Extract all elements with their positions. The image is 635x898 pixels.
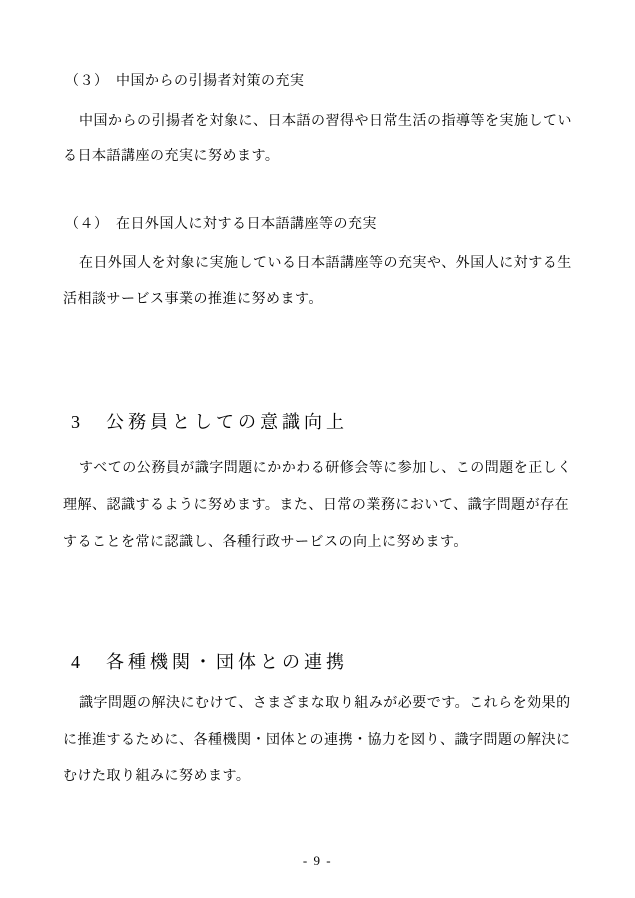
subsection-4-heading: （４） 在日外国人に対する日本語講座等の充実 [65, 217, 377, 232]
page-number: - 9 - [302, 853, 333, 868]
section-3-heading: 3 公務員としての意識向上 [71, 412, 348, 432]
subsection-4-paragraph-line-2: 活相談サービス事業の推進に努めます。 [63, 292, 323, 307]
subsection-3-heading: （３） 中国からの引揚者対策の充実 [65, 74, 305, 89]
section-3-paragraph-line-1: すべての公務員が識字問題にかかわる研修会等に参加し、この問題を正しく [79, 461, 572, 476]
subsection-3-paragraph-line-2: る日本語講座の充実に努めます。 [63, 149, 280, 164]
section-4-heading: 4 各種機関・団体との連携 [71, 652, 348, 672]
section-4-paragraph-line-1: 識字問題の解決にむけて、さまざまな取り組みが必要です。これらを効果的 [79, 696, 571, 711]
subsection-4-paragraph-line-1: 在日外国人を対象に実施している日本語講座等の充実や、外国人に対する生 [79, 256, 572, 271]
section-3-paragraph-line-3: することを常に認識し、各種行政サービスの向上に努めます。 [63, 535, 468, 550]
section-3-paragraph-line-2: 理解、認識するように努めます。また、日常の業務において、識字問題が存在 [63, 498, 570, 513]
section-4-paragraph-line-2: に推進するために、各種機関・団体との連携・協力を図り、識字問題の解決に [63, 733, 571, 748]
subsection-3-paragraph-line-1: 中国からの引揚者を対象に、日本語の習得や日常生活の指導等を実施してい [79, 114, 572, 129]
section-4-paragraph-line-3: むけた取り組みに努めます。 [63, 769, 251, 784]
